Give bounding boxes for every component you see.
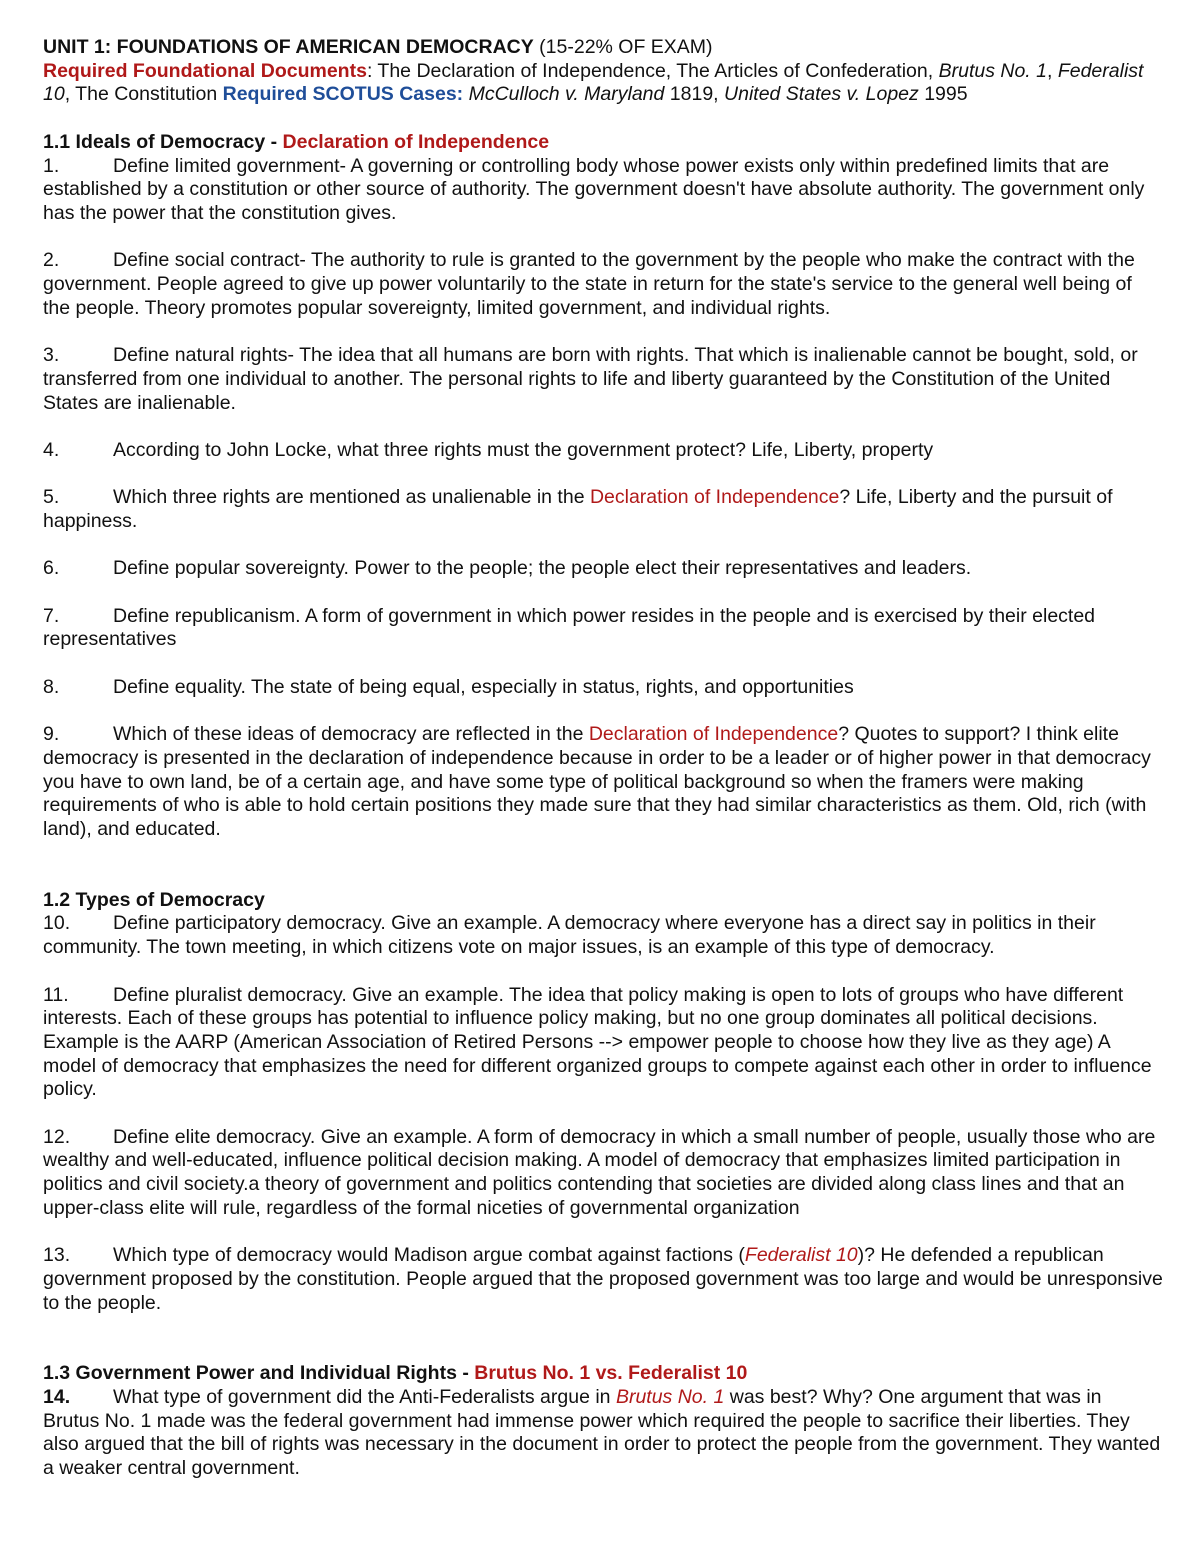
question-number: 2. — [43, 249, 60, 272]
federalist-reference: Federalist 10 — [744, 1244, 858, 1267]
brutus-reference: Brutus No. 1 — [615, 1386, 725, 1409]
question-11 — [43, 984, 1163, 1103]
section-heading-1-3 — [43, 1362, 1163, 1386]
question-3 — [43, 344, 1163, 415]
mcculloch-year: 1819, — [664, 83, 725, 106]
declaration-reference: Declaration of Independence — [588, 723, 839, 746]
question-text: Define republicanism. A form of government in which power resides in the people and is exercised by their elected representatives — [43, 604, 1096, 651]
required-documents-label: Required Foundational Documents — [43, 59, 367, 82]
question-text: Define elite democracy. Give an example. A form of democracy in which a small number of people, usually those who are wealthy and well-educated, influence political decision making. A model of democracy that emphasizes limited participation in politics and civil society.a theory of government and politics contending that societies are divided along class lines and that an upper-class elite will rule, regardless of the formal niceties of governmental organization — [43, 1125, 1156, 1219]
question-4 — [43, 439, 1163, 463]
question-text: Define social contract- The authority to rule is granted to the government by the people who make the contract with the government. People agreed to give up power voluntarily to the state in return for the state's service to the general well being of the people. Theory promotes popular sovereignty, limited government, and individual rights. — [43, 249, 1135, 319]
question-10 — [43, 912, 1163, 959]
question-text: Define limited government- A governing or controlling body whose power exists only within predefined limits that are established by a constitution or other source of authority. The government doesn't have absolute authority. The government only has the power that the constitution gives. — [43, 154, 1145, 224]
unit-header — [43, 36, 1163, 107]
question-number: 7. — [43, 604, 60, 627]
required-scotus-label: Required SCOTUS Cases: — [222, 83, 464, 106]
question-number: 9. — [43, 723, 60, 746]
question-12 — [43, 1126, 1163, 1221]
question-number: 8. — [43, 675, 60, 698]
brutus-reference: Brutus No. 1 — [938, 59, 1047, 82]
question-number: 6. — [43, 557, 60, 580]
required-documents-text: : The Declaration of Independence, The Articles of Confederation, — [366, 59, 939, 82]
comma: , — [1046, 59, 1053, 82]
question-number: 13. — [43, 1244, 71, 1267]
question-number: 5. — [43, 486, 60, 509]
question-5 — [43, 486, 1163, 533]
question-text: Which three rights are mentioned as unalienable in the — [113, 486, 590, 509]
question-number: 3. — [43, 344, 60, 367]
federalist-reference: Federalist 10 — [43, 59, 1144, 106]
document-page — [43, 36, 1163, 1481]
question-number: 1. — [43, 154, 60, 177]
lopez-case: United States v. Lopez — [724, 83, 919, 106]
question-number: 14. — [43, 1386, 71, 1409]
section-heading-document: Brutus No. 1 vs. Federalist 10 — [474, 1362, 748, 1385]
declaration-reference: Declaration of Independence — [589, 486, 840, 509]
question-13 — [43, 1244, 1163, 1315]
question-text: Define participatory democracy. Give an example. A democracy where everyone has a direct say in politics in their community. The town meeting, in which citizens vote on major issues, is an example of this type of democracy. — [43, 912, 1096, 959]
question-text: Define equality. The state of being equal, especially in status, rights, and opportunities — [113, 675, 854, 698]
question-8 — [43, 676, 1163, 700]
question-number: 4. — [43, 438, 60, 461]
mcculloch-case: McCulloch v. Maryland — [468, 83, 665, 106]
section-heading-text: 1.3 Government Power and Individual Rights - — [43, 1362, 475, 1385]
section-heading-text: 1.2 Types of Democracy — [43, 888, 265, 911]
lopez-year: 1995 — [918, 83, 968, 106]
question-text-continued: was best? Why? One argument that was in Brutus No. 1 made was the federal government had immense power which required the people to sacrifice their liberties. They also argued that the bill of rights was necessary in the document in order to protect the people from the government. They wanted a weaker central government. — [43, 1386, 1161, 1480]
question-text: Define pluralist democracy. Give an example. The idea that policy making is open to lots of groups who have different interests. Each of these groups has potential to influence policy making, but no one group dominates all political decisions. Example is the AARP (American Association of Retired Persons --> empower people to choose how they live as they age) A model of democracy that emphasizes the need for different organized groups to compete against each other in order to influence policy. — [43, 983, 1152, 1101]
constitution-text: , The Constitution — [64, 83, 223, 106]
question-14 — [43, 1386, 1163, 1481]
question-text-continued: )? He defended a republican government proposed by the constitution. People argued that the proposed government was too large and would be unresponsive to the people. — [43, 1244, 1163, 1314]
question-text: Define popular sovereignty. Power to the people; the people elect their representatives and leaders. — [113, 557, 972, 580]
question-2 — [43, 249, 1163, 320]
question-6 — [43, 557, 1163, 581]
question-7 — [43, 605, 1163, 652]
question-number: 12. — [43, 1125, 71, 1148]
question-number: 10. — [43, 912, 71, 935]
section-heading-text: 1.1 Ideals of Democracy - — [43, 130, 283, 153]
question-text: Define natural rights- The idea that all humans are born with rights. That which is inalienable cannot be bought, sold, or transferred from one individual to another. The personal rights to life and liberty guaranteed by the Constitution of the United States are inalienable. — [43, 344, 1138, 414]
question-text: Which type of democracy would Madison argue combat against factions ( — [113, 1244, 745, 1267]
section-heading-1-1 — [43, 131, 1163, 155]
question-number: 11. — [43, 983, 69, 1006]
question-text-continued: ? Life, Liberty and the pursuit of happiness. — [43, 486, 1113, 532]
question-text: What type of government did the Anti-Federalists argue in — [113, 1386, 616, 1409]
section-heading-document: Declaration of Independence — [282, 130, 550, 153]
question-9 — [43, 723, 1163, 842]
unit-title: UNIT 1: FOUNDATIONS OF AMERICAN DEMOCRACY — [43, 36, 534, 58]
question-1 — [43, 155, 1163, 226]
section-heading-1-2 — [43, 889, 1163, 913]
question-text: According to John Locke, what three rights must the government protect? Life, Liberty, property — [113, 438, 934, 461]
question-text-continued: ? Quotes to support? I think elite democracy is presented in the declaration of independence because in order to be a leader or of higher power in that democracy you have to own land, be of a certain age, and have some type of political background so when the framers were making requirements of who is able to hold certain positions they made sure that they had similar characteristics as them. Old, rich (with land), and educated. — [43, 723, 1151, 841]
question-text: Which of these ideas of democracy are reflected in the — [113, 723, 589, 746]
exam-percentage: (15-22% OF EXAM) — [533, 36, 713, 58]
